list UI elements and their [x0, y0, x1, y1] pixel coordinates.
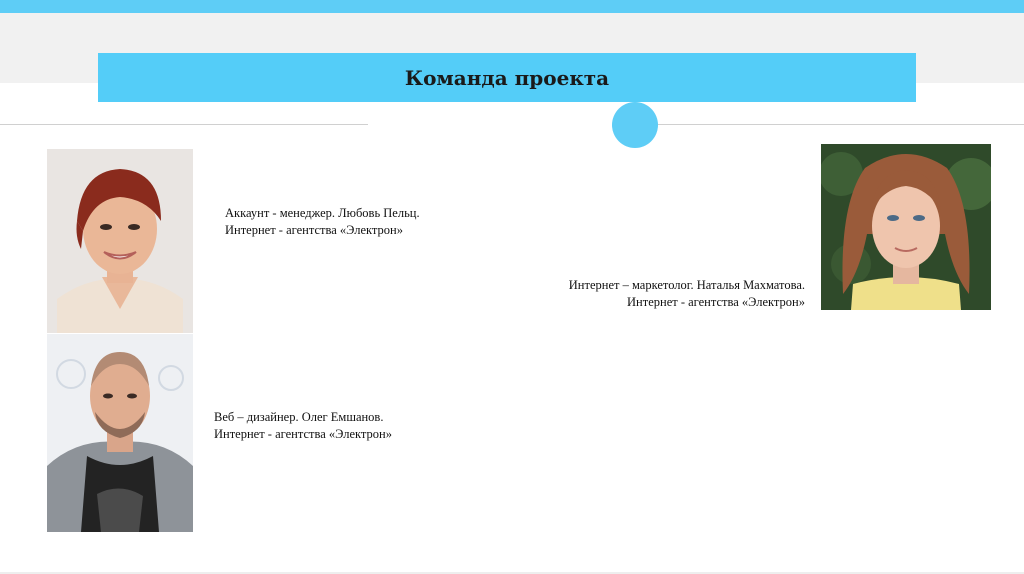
member-company-3: Интернет - агентства «Электрон» — [214, 427, 392, 441]
member-photo-3 — [47, 334, 193, 532]
member-role-2: Интернет – маркетолог. Наталья Махматова. — [568, 278, 805, 292]
divider-right — [650, 124, 1024, 125]
member-photo-1 — [47, 149, 193, 333]
member-caption-1 — [225, 205, 420, 239]
decorative-circle — [612, 102, 658, 148]
member-role-3: Веб – дизайнер. Олег Емшанов. — [214, 410, 384, 424]
member-company-1: Интернет - агентства «Электрон» — [225, 223, 403, 237]
member-caption-3 — [214, 409, 392, 443]
member-caption-2 — [505, 277, 805, 311]
member-company-2: Интернет - агентства «Электрон» — [627, 295, 805, 309]
member-photo-2 — [821, 144, 991, 310]
title-bar — [98, 53, 916, 102]
top-accent-stripe — [0, 0, 1024, 13]
slide-title: Команда проекта — [404, 65, 610, 90]
member-role-1: Аккаунт - менеджер. Любовь Пельц. — [225, 206, 420, 220]
divider-left — [0, 124, 368, 125]
